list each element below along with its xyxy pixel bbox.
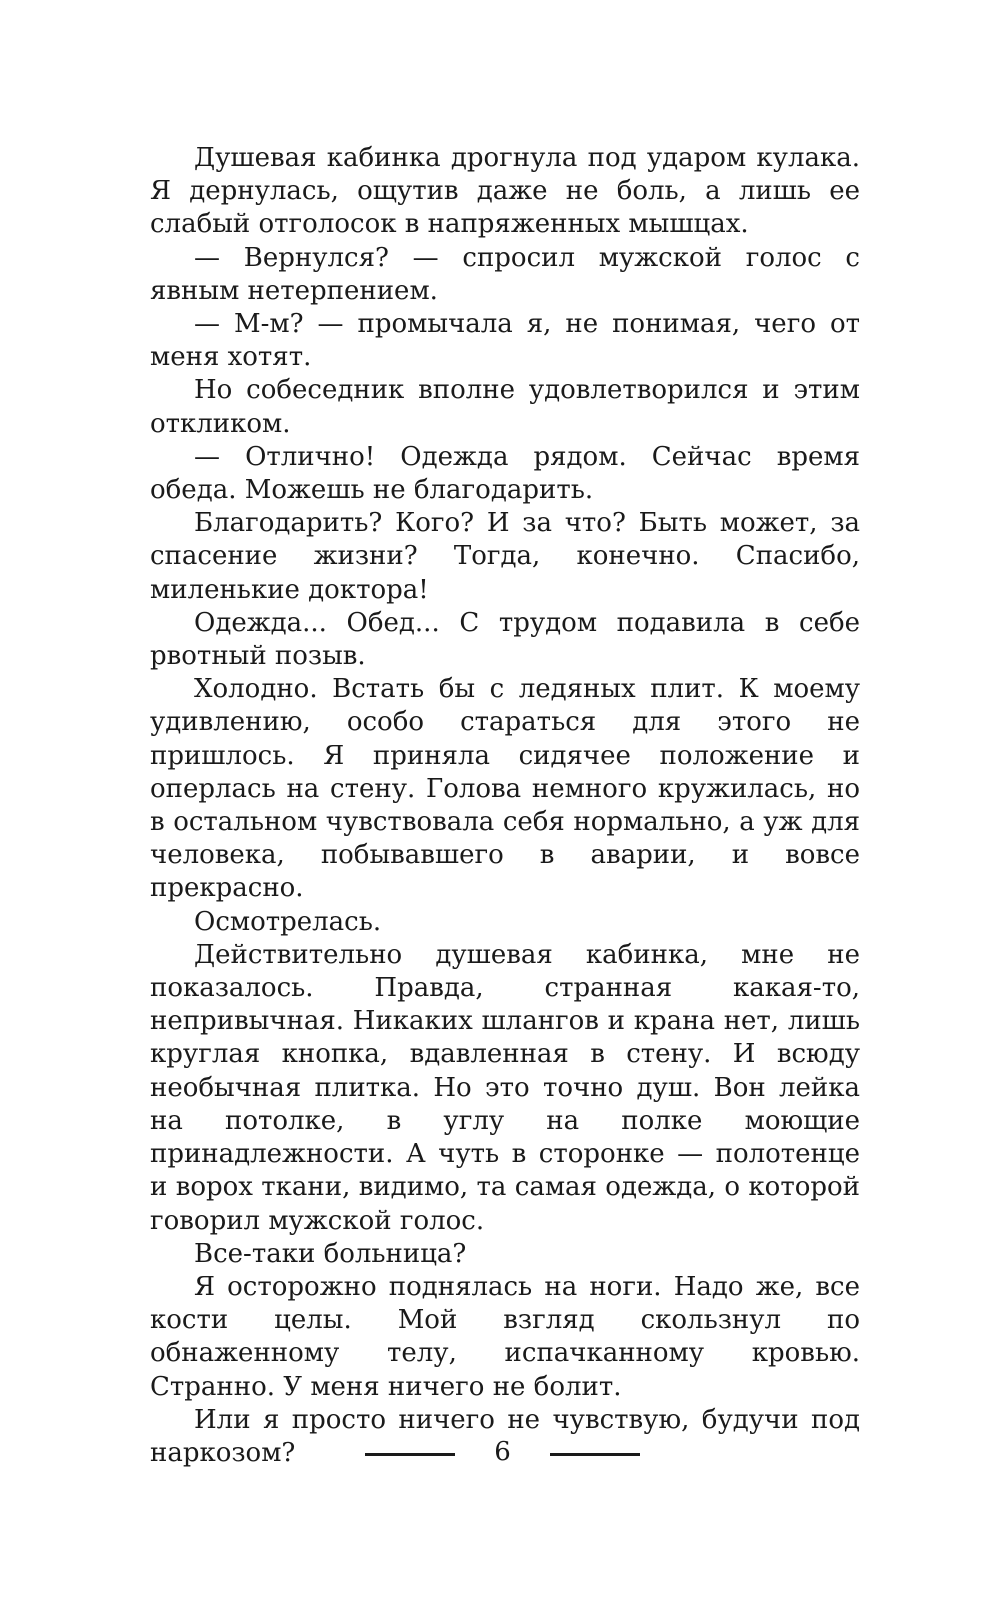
paragraph: Одежда... Обед... С трудом подавила в себе рвотный позыв.	[150, 607, 860, 672]
footer-rule-right	[550, 1453, 640, 1456]
footer-rule-left	[365, 1453, 455, 1456]
page-footer	[0, 1434, 1000, 1474]
paragraph: Благодарить? Кого? И за что? Быть может, за спасение жизни? Тогда, конечно. Спасибо, миленькие доктора!	[150, 508, 860, 605]
paragraph: — М-м? — промычала я, не понимая, чего от меня хотят.	[150, 309, 860, 373]
paragraph: Но собеседник вполне удовлетворился и этим откликом.	[150, 375, 860, 439]
paragraph: Осмотрелась.	[194, 906, 382, 937]
paragraph: Я осторожно поднялась на ноги. Надо же, все кости целы. Мой взгляд скользнул по обнаженному телу, испачканному кровью. Странно. У меня ничего не болит.	[150, 1271, 860, 1402]
paragraph: Действительно душевая кабинка, мне не показалось. Правда, странная какая-то, непривычная. Никаких шлангов и крана нет, лишь круглая кнопка, вдавленная в стену. И всюду необычная плитка. Но это точно душ. Вон лейка на потолке, в углу на полке моющие принадлежности. А чуть в сторонке — полотенце и ворох ткани, видимо, та самая одежда, о которой говорил мужской голос.	[150, 939, 860, 1236]
page-number: 6	[494, 1437, 511, 1467]
paragraph: Или я просто ничего не чувствую, будучи под наркозом?	[150, 1404, 860, 1468]
paragraph: Душевая кабинка дрогнула под ударом кулака. Я дернулась, ощутив даже не боль, а лишь ее слабый отголосок в напряженных мышцах.	[150, 143, 860, 240]
paragraph: — Отлично! Одежда рядом. Сейчас время обеда. Можешь не благодарить.	[150, 441, 860, 506]
paragraph: Холодно. Встать бы с ледяных плит. К моему удивлению, особо стараться для этого не пришлось. Я приняла сидячее положение и оперлась на стену. Голова немного кружилась, но в остальном чувствовала себя нормально, а уж для человека, побывавшего в аварии, и вовсе прекрасно.	[150, 674, 860, 904]
paragraph: — Вернулся? — спросил мужской голос с явным нетерпением.	[150, 242, 860, 306]
body-text	[150, 142, 860, 1470]
paragraph: Все-таки больница?	[194, 1238, 467, 1269]
